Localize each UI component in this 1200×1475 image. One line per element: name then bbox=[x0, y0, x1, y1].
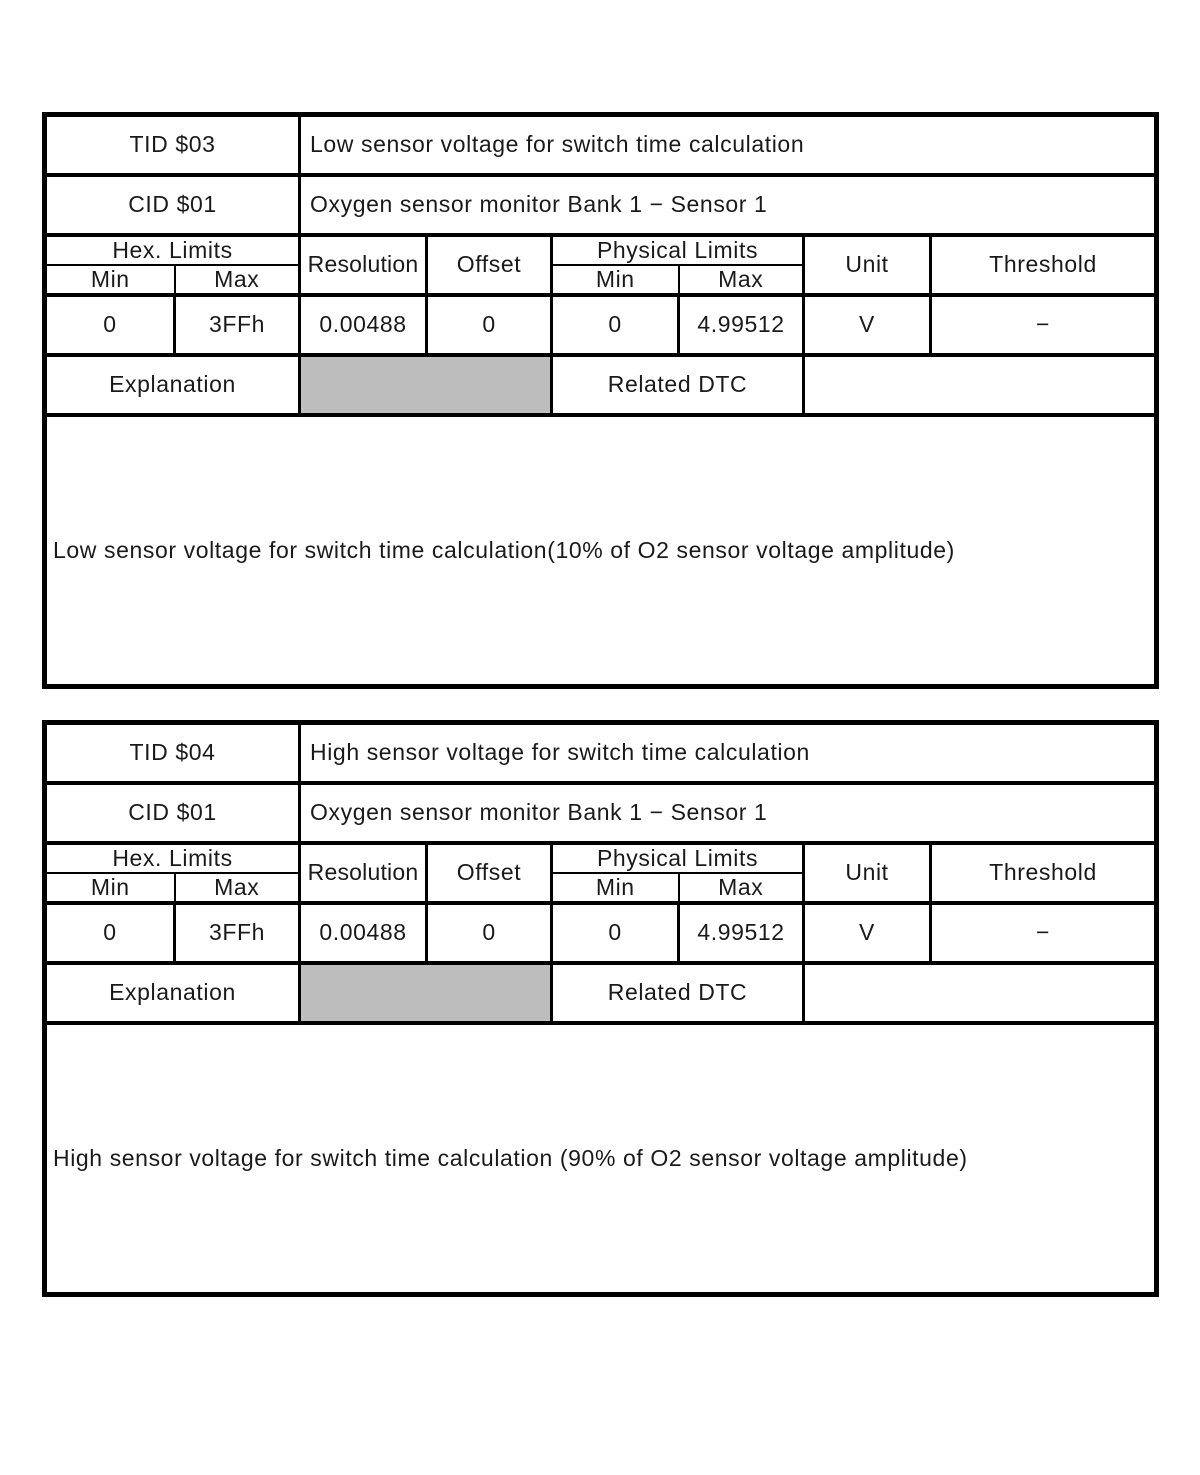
phys-min-value-cell: 0 bbox=[552, 903, 679, 963]
threshold-value-cell: − bbox=[931, 295, 1157, 355]
hex-min-header-cell: Min bbox=[45, 873, 175, 903]
explanation-label-cell: Explanation bbox=[45, 355, 300, 415]
explanation-text-row bbox=[45, 415, 1157, 687]
offset-header-cell: Offset bbox=[427, 843, 552, 903]
shaded-cell bbox=[300, 963, 552, 1023]
unit-value-cell: V bbox=[804, 903, 931, 963]
explanation-text-row bbox=[45, 1023, 1157, 1295]
explanation-text-cell: High sensor voltage for switch time calculation (90% of O2 sensor voltage amplitude) bbox=[45, 1023, 1157, 1295]
phys-min-value-cell: 0 bbox=[552, 295, 679, 355]
cid-row bbox=[45, 175, 1157, 235]
hex-max-value-cell: 3FFh bbox=[175, 295, 300, 355]
tid-label-cell: TID $03 bbox=[45, 115, 300, 175]
resolution-header-cell: Resolution bbox=[300, 235, 427, 295]
resolution-value-cell: 0.00488 bbox=[300, 295, 427, 355]
cid-description-cell: Oxygen sensor monitor Bank 1 − Sensor 1 bbox=[300, 783, 1157, 843]
offset-header-cell: Offset bbox=[427, 235, 552, 295]
hex-limits-header-cell: Hex. Limits bbox=[45, 843, 300, 873]
cid-label-cell: CID $01 bbox=[45, 783, 300, 843]
phys-max-header-cell: Max bbox=[679, 873, 804, 903]
cid-row bbox=[45, 783, 1157, 843]
cid-label-cell: CID $01 bbox=[45, 175, 300, 235]
hex-min-value-cell: 0 bbox=[45, 903, 175, 963]
tid-row bbox=[45, 723, 1157, 783]
phys-min-header-cell: Min bbox=[552, 265, 679, 295]
phys-max-value-cell: 4.99512 bbox=[679, 903, 804, 963]
phys-max-value-cell: 4.99512 bbox=[679, 295, 804, 355]
hex-limits-header-cell: Hex. Limits bbox=[45, 235, 300, 265]
resolution-header-cell: Resolution bbox=[300, 843, 427, 903]
related-dtc-label-cell: Related DTC bbox=[552, 355, 804, 415]
unit-value-cell: V bbox=[804, 295, 931, 355]
shaded-cell bbox=[300, 355, 552, 415]
hex-max-header-cell: Max bbox=[175, 873, 300, 903]
offset-value-cell: 0 bbox=[427, 295, 552, 355]
tid-label-cell: TID $04 bbox=[45, 723, 300, 783]
explanation-label-cell: Explanation bbox=[45, 963, 300, 1023]
related-dtc-value-cell bbox=[804, 963, 1157, 1023]
spec-table-tid-04 bbox=[42, 720, 1159, 1297]
header-group-row bbox=[45, 843, 1157, 873]
threshold-header-cell: Threshold bbox=[931, 843, 1157, 903]
unit-header-cell: Unit bbox=[804, 843, 931, 903]
phys-max-header-cell: Max bbox=[679, 265, 804, 295]
spec-table-tid-03 bbox=[42, 112, 1159, 689]
offset-value-cell: 0 bbox=[427, 903, 552, 963]
related-dtc-value-cell bbox=[804, 355, 1157, 415]
cid-description-cell: Oxygen sensor monitor Bank 1 − Sensor 1 bbox=[300, 175, 1157, 235]
physical-limits-header-cell: Physical Limits bbox=[552, 843, 804, 873]
resolution-value-cell: 0.00488 bbox=[300, 903, 427, 963]
threshold-value-cell: − bbox=[931, 903, 1157, 963]
related-dtc-label-cell: Related DTC bbox=[552, 963, 804, 1023]
explanation-text-cell: Low sensor voltage for switch time calculation(10% of O2 sensor voltage amplitude) bbox=[45, 415, 1157, 687]
hex-max-value-cell: 3FFh bbox=[175, 903, 300, 963]
values-row bbox=[45, 903, 1157, 963]
unit-header-cell: Unit bbox=[804, 235, 931, 295]
phys-min-header-cell: Min bbox=[552, 873, 679, 903]
header-group-row bbox=[45, 235, 1157, 265]
threshold-header-cell: Threshold bbox=[931, 235, 1157, 295]
tid-description-cell: Low sensor voltage for switch time calculation bbox=[300, 115, 1157, 175]
tid-description-cell: High sensor voltage for switch time calculation bbox=[300, 723, 1157, 783]
hex-min-value-cell: 0 bbox=[45, 295, 175, 355]
explanation-row bbox=[45, 963, 1157, 1023]
hex-max-header-cell: Max bbox=[175, 265, 300, 295]
tid-row bbox=[45, 115, 1157, 175]
explanation-row bbox=[45, 355, 1157, 415]
hex-min-header-cell: Min bbox=[45, 265, 175, 295]
values-row bbox=[45, 295, 1157, 355]
physical-limits-header-cell: Physical Limits bbox=[552, 235, 804, 265]
